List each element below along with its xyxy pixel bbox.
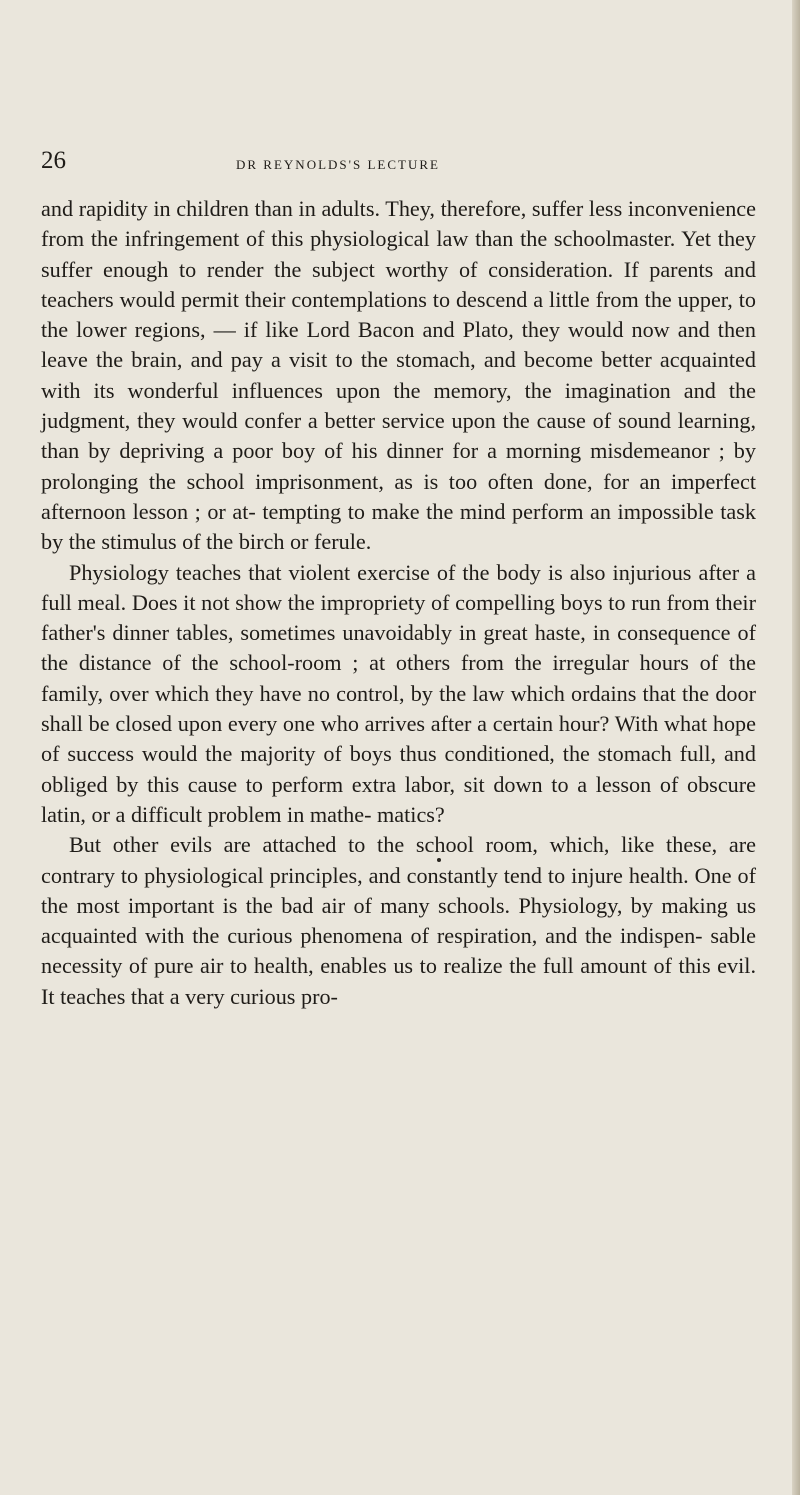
page-number: 26 xyxy=(41,147,66,174)
running-head xyxy=(41,146,800,186)
paragraph-1: and rapidity in children than in adults. They, therefore, suffer less inconvenience from the infringement of this physiological law than the schoolmaster. Yet they suffer enough to render the subject worthy of consideration. If parents and teachers would permit their contemplations to descend a little from the upper, to the lower regions, — if like Lord Bacon and Plato, they would now and then leave the brain, and pay a visit to the stomach, and become better acquainted with its wonderful influences upon the memory, the imagination and the judgment, they would confer a better service upon the cause of sound learning, than by depriving a poor boy of his dinner for a morning misdemeanor ; by prolonging the school imprisonment, as is too often done, for an imperfect afternoon lesson ; or at- tempting to make the mind perform an impossible task by the stimulus of the birch or ferule. xyxy=(41,196,756,555)
body-text xyxy=(41,194,756,1012)
paragraph-3: But other evils are attached to the school room, which, like these, are contrary to physiological principles, and constantly tend to injure health. One of the most important is the bad air of many schools. Physiology, by making us acquainted with the curious phenomena of respiration, and the indispen- sable necessity of pure air to health, enables us to realize the full amount of this evil. It teaches that a very curious pro- xyxy=(41,832,756,1009)
ink-speck xyxy=(437,858,441,862)
running-title: DR REYNOLDS'S LECTURE xyxy=(236,157,440,172)
paragraph-2: Physiology teaches that violent exercise of the body is also injurious after a full meal. Does it not show the impropriety of compelling boys to run from their father's dinner tables, sometimes unavoidably in great haste, in consequence of the distance of the school-room ; at others from the irregular hours of the family, over which they have no control, by the law which ordains that the door shall be closed upon every one who arrives after a certain hour? With what hope of success would the majority of boys thus conditioned, the stomach full, and obliged by this cause to perform extra labor, sit down to a lesson of obscure latin, or a difficult problem in mathe- matics? xyxy=(41,559,756,827)
page-edge-shadow xyxy=(792,0,800,1495)
